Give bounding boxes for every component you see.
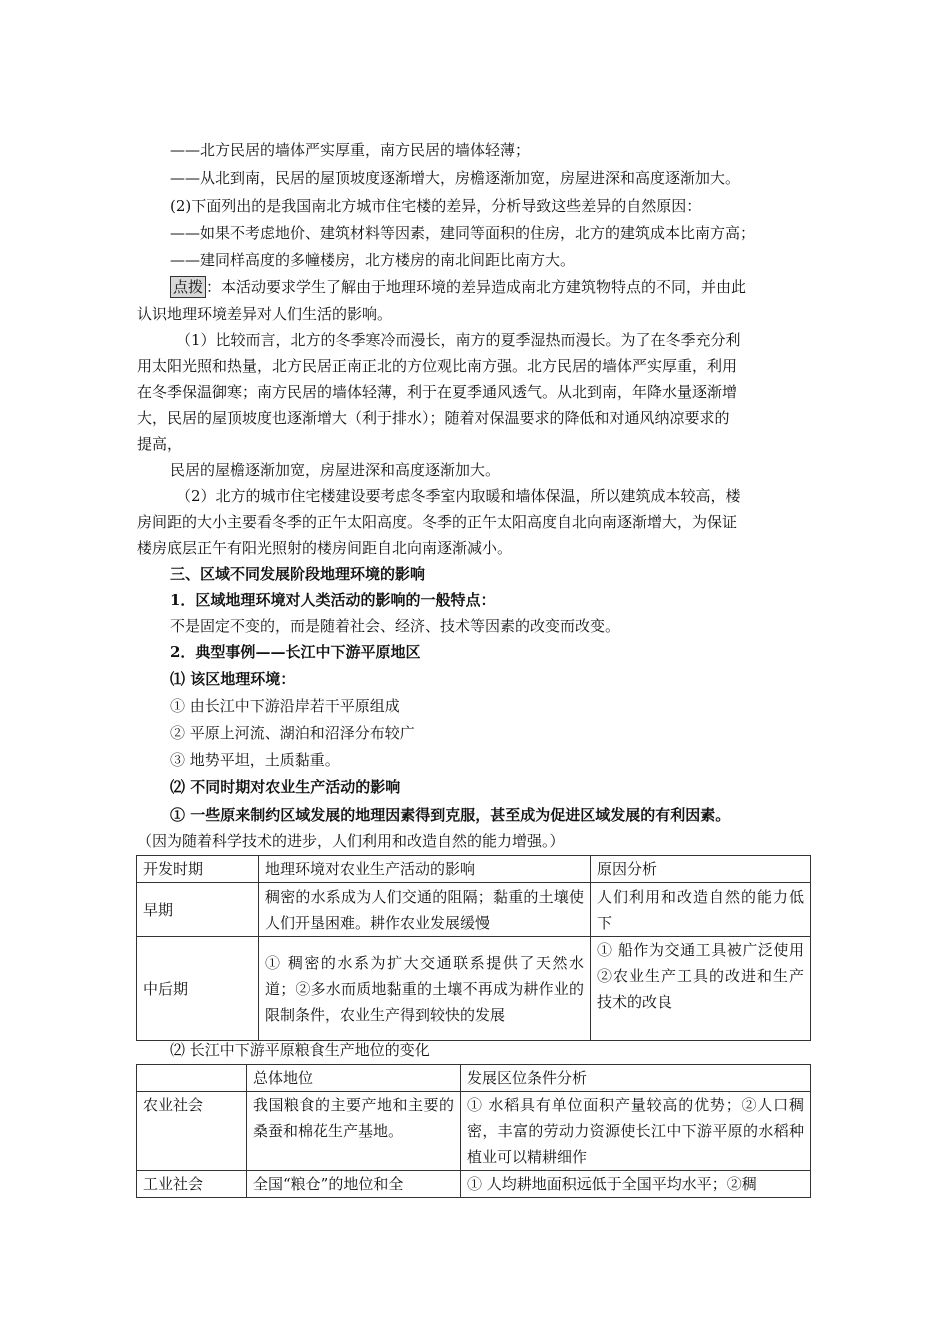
- analysis-1-line: （1）比较而言，北方的冬季寒冷而漫长，南方的夏季湿热而漫长。为了在冬季充分利: [176, 331, 741, 349]
- table-cell-analysis: ① 水稻具有单位面积产量较高的优势；②人口稠密，丰富的劳动力资源使长江中下游平原的水稻种植业可以精耕细作: [461, 1092, 811, 1171]
- text-line: ——建同样高度的多幢楼房，北方楼房的南北间距比南方大。: [170, 251, 576, 269]
- table-header-cell: 原因分析: [591, 856, 811, 883]
- tip-text-cont: 认识地理环境差异对人们生活的影响。: [137, 305, 393, 323]
- analysis-1-line: 提高，: [137, 435, 183, 453]
- table-caption: ⑵ 长江中下游平原粮食生产地位的变化: [170, 1041, 430, 1059]
- analysis-2-line: 房间距的大小主要看冬季的正午太阳高度。冬季的正午太阳高度自北向南逐渐增大，为保证: [137, 513, 738, 531]
- table-header-cell: 开发时期: [137, 856, 259, 883]
- point-heading: ⑵ 不同时期对农业生产活动的影响: [170, 778, 401, 796]
- list-item: ① 由长江中下游沿岸若干平原组成: [170, 697, 400, 715]
- list-item: ③ 地势平坦，土质黏重。: [170, 751, 340, 769]
- table-header-cell: 地理环境对农业生产活动的影响: [259, 856, 591, 883]
- text-line: ——北方民居的墙体严实厚重，南方民居的墙体轻薄；: [170, 141, 531, 159]
- table-cell-era: 农业社会: [137, 1092, 247, 1171]
- section-heading: 三、区域不同发展阶段地理环境的影响: [170, 565, 426, 583]
- subsection-heading: 1．区域地理环境对人类活动的影响的一般特点：: [170, 591, 496, 609]
- table-cell-reason: ① 船作为交通工具被广泛使用②农业生产工具的改进和生产技术的改良: [591, 937, 811, 1041]
- table-cell-impact: ① 稠密的水系为扩大交通联系提供了天然水道；②多水而质地黏重的土壤不再成为耕作业的限制条件，农业生产得到较快的发展: [259, 937, 591, 1041]
- text-line: ——如果不考虑地价、建筑材料等因素，建同等面积的住房，北方的建筑成本比南方高；: [170, 224, 756, 242]
- tip-label: 点拨: [170, 276, 206, 298]
- table-header-row: [137, 1065, 811, 1092]
- table-row: [137, 883, 811, 937]
- analysis-1-line: 用太阳光照和热量，北方民居正南正北的方位观比南方强。北方民居的墙体严实厚重，利用: [137, 357, 738, 375]
- subsection-text: 不是固定不变的，而是随着社会、经济、技术等因素的改变而改变。: [170, 617, 621, 635]
- table-row: [137, 1092, 811, 1171]
- grain-status-table: [136, 1064, 811, 1198]
- table-header-cell: 总体地位: [247, 1065, 461, 1092]
- tip-line: [0, 274, 950, 300]
- table-cell-status: 我国粮食的主要产地和主要的桑蚕和棉花生产基地。: [247, 1092, 461, 1171]
- analysis-2-line: 楼房底层正午有阳光照射的楼房间距自北向南逐渐减小。: [137, 539, 513, 557]
- tip-text: ：本活动要求学生了解由于地理环境的差异造成南北方建筑物特点的不同，并由此: [206, 278, 747, 296]
- subsection-heading: 2．典型事例——长江中下游平原地区: [170, 643, 421, 661]
- table-cell-period: 中后期: [137, 937, 259, 1041]
- note-text: （因为随着科学技术的进步，人们利用和改造自然的能力增强。）: [137, 832, 565, 850]
- table-header-cell: [137, 1065, 247, 1092]
- table-header-row: [137, 856, 811, 883]
- table-row: [137, 1171, 811, 1198]
- table-header-cell: 发展区位条件分析: [461, 1065, 811, 1092]
- analysis-1-line: 在冬季保温御寒；南方民居的墙体轻薄，利于在夏季通风透气。从北到南，年降水量逐渐增: [137, 383, 738, 401]
- table-cell-reason: 人们利用和改造自然的能力低下: [591, 883, 811, 937]
- table-cell-status: 全国“粮仓”的地位和全: [247, 1171, 461, 1198]
- table-row: [137, 937, 811, 1041]
- analysis-1-line: 民居的屋檐逐渐加宽，房屋进深和高度逐渐加大。: [170, 461, 501, 479]
- question-2: (2)下面列出的是我国南北方城市住宅楼的差异，分析导致这些差异的自然原因：: [170, 197, 702, 215]
- point-heading: ⑴ 该区地理环境：: [170, 670, 296, 688]
- table-cell-era: 工业社会: [137, 1171, 247, 1198]
- analysis-2-line: （2）北方的城市住宅楼建设要考虑冬季室内取暖和墙体保温，所以建筑成本较高，楼: [176, 487, 741, 505]
- table-cell-period: 早期: [137, 883, 259, 937]
- table-cell-impact: 稠密的水系成为人们交通的阻隔；黏重的土壤使人们开垦困难。耕作农业发展缓慢: [259, 883, 591, 937]
- table-cell-analysis: ① 人均耕地面积远低于全国平均水平；②稠: [461, 1171, 811, 1198]
- analysis-1-line: 大，民居的屋顶坡度也逐渐增大（利于排水）；随着对保温要求的降低和对通风纳凉要求的: [137, 409, 730, 427]
- list-item: ② 平原上河流、湖泊和沼泽分布较广: [170, 724, 415, 742]
- development-period-table: [136, 855, 811, 1041]
- bold-statement: ① 一些原来制约区域发展的地理因素得到克服，甚至成为促进区域发展的有利因素。: [170, 806, 731, 824]
- text-line: ——从北到南，民居的屋顶坡度逐渐增大，房檐逐渐加宽，房屋进深和高度逐渐加大。: [170, 169, 741, 187]
